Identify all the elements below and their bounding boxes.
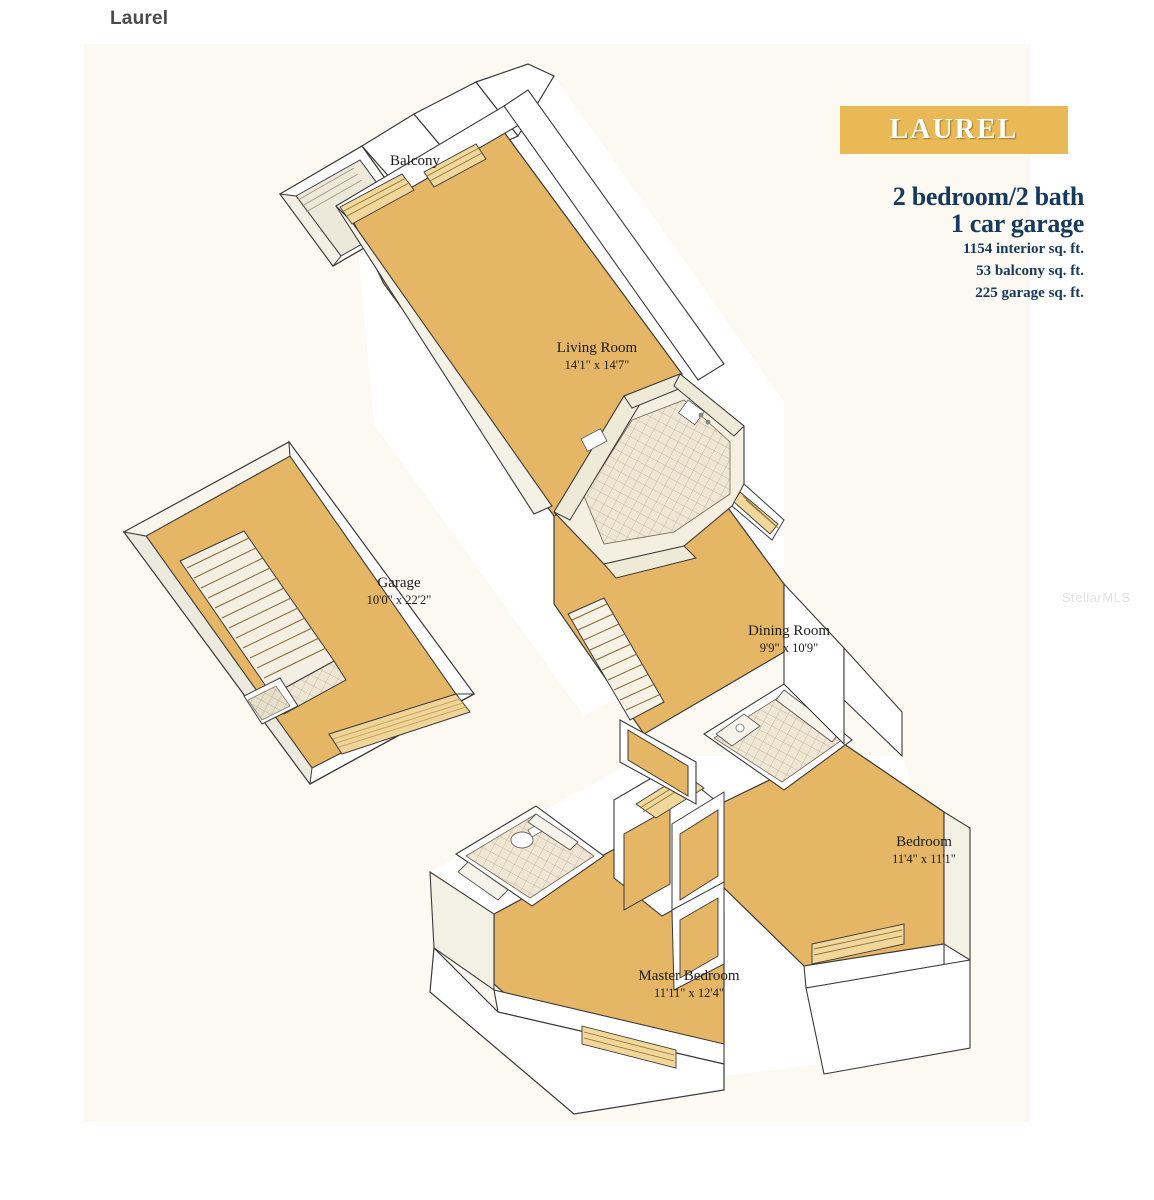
plan-title: LAUREL bbox=[889, 114, 1019, 145]
plan-spec-block bbox=[784, 184, 1084, 303]
plan-title-card bbox=[840, 106, 1068, 154]
room-label-garage: Garage 10'0" x 22'2" bbox=[366, 575, 432, 607]
room-label-balcony: Balcony bbox=[390, 153, 440, 169]
spec-balcony-sqft: 53 balcony sq. ft. bbox=[976, 262, 1084, 279]
spec-interior-sqft: 1154 interior sq. ft. bbox=[963, 241, 1084, 258]
spec-garage-sqft: 225 garage sq. ft. bbox=[975, 284, 1084, 301]
spec-bedrooms-baths: 2 bedroom/2 bath bbox=[892, 182, 1084, 211]
room-label-dining: Dining Room 9'9" x 10'9" bbox=[747, 623, 831, 655]
room-label-master-bedroom: Master Bedroom 11'11" x 12'4" bbox=[638, 968, 740, 1000]
room-label-bedroom: Bedroom 11'4" x 11'1" bbox=[892, 834, 956, 866]
watermark: StellarMLS bbox=[1062, 590, 1131, 605]
page-title: Laurel bbox=[110, 8, 169, 29]
room-label-living: Living Room 14'1" x 14'7" bbox=[556, 340, 638, 372]
garage-block bbox=[124, 442, 474, 784]
floorplan-canvas bbox=[84, 44, 1084, 1122]
spec-garage: 1 car garage bbox=[950, 208, 1084, 238]
